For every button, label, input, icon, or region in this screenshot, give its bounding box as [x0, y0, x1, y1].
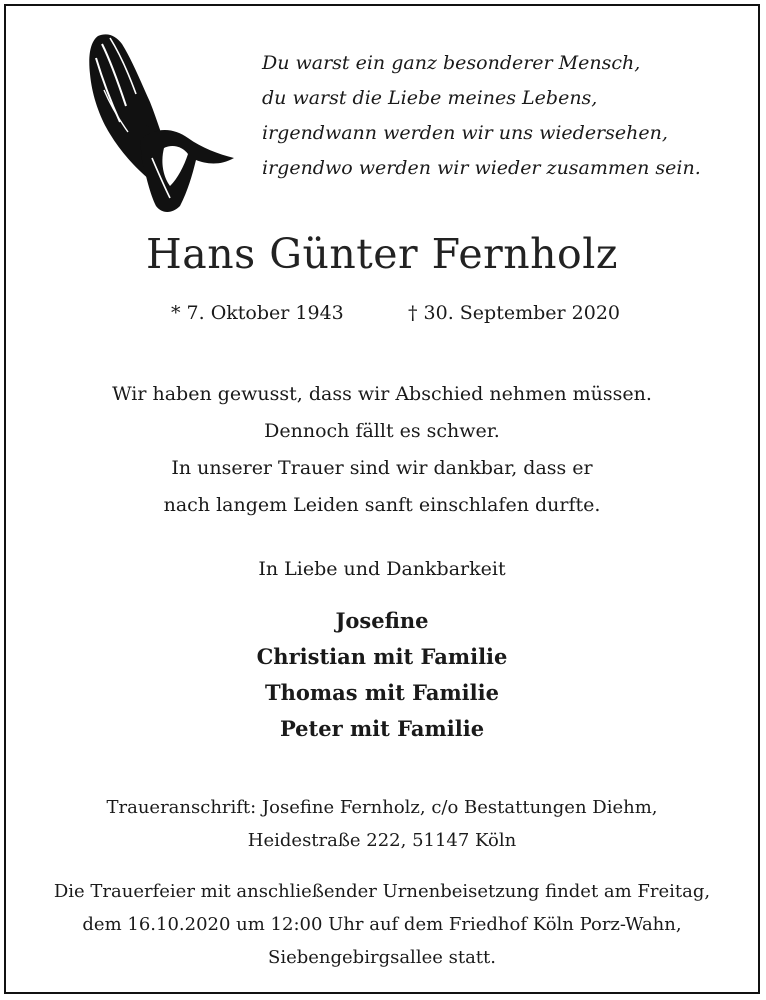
funeral-service-info	[6, 875, 758, 974]
poem-line: irgendwann werden wir uns wiedersehen,	[262, 122, 668, 144]
death-date: † 30. September 2020	[408, 302, 620, 324]
address-line: Heidestraße 222, 51147 Köln	[247, 830, 517, 851]
birth-date: * 7. Oktober 1943	[171, 302, 344, 324]
mourning-address	[6, 791, 758, 857]
message	[6, 376, 758, 524]
message-line: Dennoch fällt es schwer.	[264, 420, 500, 442]
poem-line: du warst die Liebe meines Lebens,	[262, 87, 598, 109]
obituary-card	[4, 4, 760, 994]
service-line: Siebengebirgsallee statt.	[268, 947, 496, 968]
service-line: Die Trauerfeier mit anschließender Urnenbeisetzung findet am Freitag,	[53, 881, 711, 902]
poem	[262, 46, 732, 186]
mourner-name: Christian mit Familie	[256, 644, 508, 669]
mourners-list	[6, 603, 758, 747]
message-line: In unserer Trauer sind wir dankbar, dass er	[171, 457, 593, 479]
closing-line: In Liebe und Dankbarkeit	[258, 558, 506, 580]
service-line: dem 16.10.2020 um 12:00 Uhr auf dem Friedhof Köln Porz-Wahn,	[82, 914, 682, 935]
mourner-name: Peter mit Familie	[279, 716, 485, 741]
address-line: Traueranschrift: Josefine Fernholz, c/o Bestattungen Diehm,	[106, 797, 658, 818]
poem-line: Du warst ein ganz besonderer Mensch,	[262, 52, 641, 74]
mourner-name: Thomas mit Familie	[265, 680, 499, 705]
poem-line: irgendwo werden wir wieder zusammen sein.	[262, 157, 701, 179]
deceased-name: Hans Günter Fernholz	[146, 230, 618, 278]
message-line: Wir haben gewusst, dass wir Abschied nehmen müssen.	[112, 383, 652, 405]
praying-hands-icon	[80, 30, 240, 216]
mourner-name: Josefine	[335, 608, 429, 633]
message-line: nach langem Leiden sanft einschlafen durfte.	[163, 494, 601, 516]
